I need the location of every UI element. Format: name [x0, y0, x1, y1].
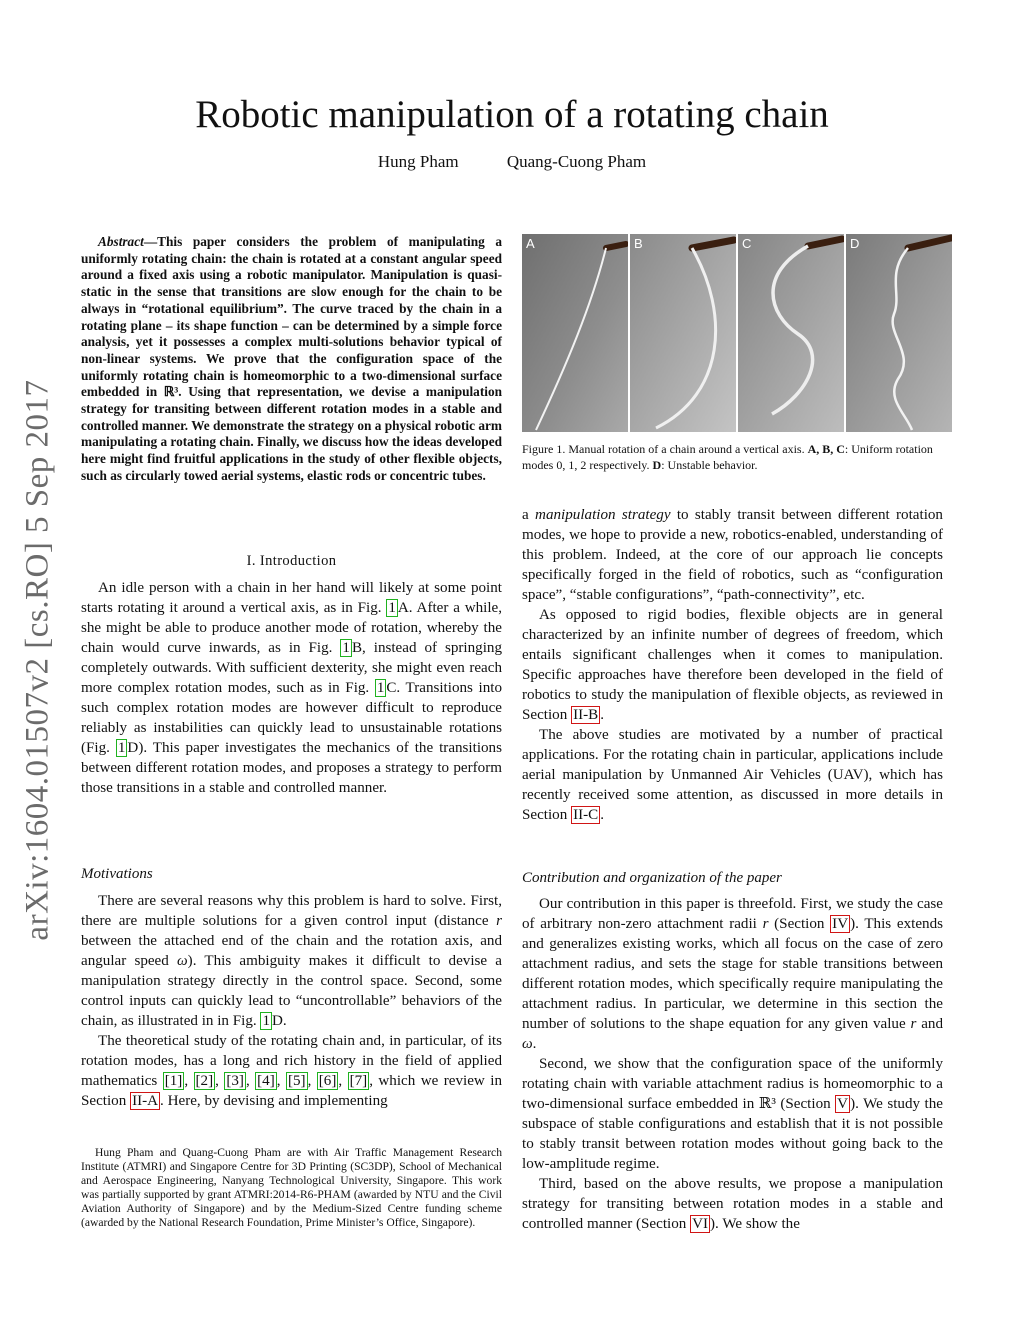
contribution-paragraph-2: Second, we show that the configuration space of the uniformly rotating chain with variable attachment radius is homeomorphic to a two-dimensional surface embedded in ℝ³ (Section V ). We study the subspace of stable configurations and establish that it is not possible to stably transit between rotation modes without going back to the low-amplitude regime. — [522, 1056, 943, 1172]
author-1: Hung Pham — [377, 152, 459, 171]
citation-link[interactable]: [7] — [349, 1073, 368, 1089]
paper-title: Robotic manipulation of a rotating chain — [195, 93, 829, 136]
citation-link[interactable]: [4] — [257, 1073, 275, 1089]
section-ref-link[interactable]: V — [837, 1096, 849, 1112]
figure-panel-d — [846, 234, 952, 432]
figure-1 — [522, 234, 953, 432]
section-ref-link[interactable]: VI — [692, 1216, 709, 1232]
intro-paragraph-1: An idle person with a chain in her hand will likely at some point starts rotating it around a vertical axis, as in Fig. 1 A. After a while, she might be able to produce another mode of rotation, whereby the chain would curve inwards, as in Fig. 1 B, instead of springing completely outwards. With sufficient dexterity, she might even reach more complex rotation modes, such as in Fig. 1 C. Transitions into such complex rotation modes are however difficult to reproduce reliably as instabilities can quickly lead to unsustainable rotations (Fig. 1 D). This paper investigates the mechanics of the transitions between different rotation modes, and proposes a strategy to perform those transitions in a stable and controlled manner. — [81, 580, 503, 796]
contribution-body — [522, 894, 943, 1234]
section-ref-link[interactable]: II-B — [573, 707, 599, 723]
figure-panel-a — [522, 234, 628, 432]
right-column-body — [522, 505, 943, 825]
section-ref-link[interactable]: IV — [832, 916, 849, 932]
citation-link[interactable]: [5] — [287, 1073, 306, 1089]
introduction-body — [81, 578, 502, 798]
subsection-heading-motivations: Motivations — [81, 866, 153, 882]
arxiv-identifier-text: arXiv:1604.01507v2 [cs.RO] 5 Sep 2017 — [19, 379, 56, 941]
abstract-dash: — — [143, 234, 158, 249]
section-ref-link[interactable]: II-C — [573, 807, 599, 823]
abstract-label: Abstract — [98, 234, 144, 249]
right-paragraph-3: The above studies are motivated by a number of practical applications. For the rotating chain in particular, applications include aerial manipulation by Unmanned Air Vehicles (UAV), which has recently received some attention, as discussed in more details in Section II-C . — [522, 727, 943, 823]
subsection-heading-contribution: Contribution and organization of the paper — [522, 870, 782, 886]
author-2: Quang-Cuong Pham — [506, 152, 647, 171]
motivations-body — [81, 891, 502, 1111]
section-heading-introduction: I. Introduction — [246, 553, 337, 569]
panel-label-c: C — [742, 236, 752, 251]
right-paragraph-2: As opposed to rigid bodies, flexible objects are in general characterized by an infinite number of degrees of freedom, which entails significant challenges when it comes to manipulation. Specific approaches have therefore been developed in the field of robotics to study the manipulation of flexible objects, as reviewed in Section II-B . — [522, 607, 943, 723]
panel-label-b: B — [634, 236, 643, 251]
abstract-text: This paper considers the problem of manipulating a uniformly rotating chain: the chain is rotated at a constant angular speed around a fixed axis using a robotic manipulator. Manipulation is quasi-static in the sense that transitions are slow enough for the chain to be always in “rotational equilibrium”. The curve traced by the chain in a rotating plane – its shape function – can be determined by a simple force analysis, yet it possesses a complex multi-solutions behavior typical of non-linear systems. We prove that the configuration space of the uniformly rotating chain is homeomorphic to a two-dimensional surface embedded in ℝ³. Using that representation, we devise a manipulation strategy for transiting between different rotation modes in a stable and controlled manner. We demonstrate the strategy on a physical robotic arm manipulating a rotating chain. Finally, we discuss how the ideas developed here might find fruitful applications in the study of other flexible objects, such as circularly towed aerial systems, elastic rods or concentric tubes. — [81, 234, 502, 483]
citation-link[interactable]: [3] — [226, 1073, 244, 1089]
figure-caption: Figure 1. Manual rotation of a chain around a vertical axis. A, B, C: Uniform rotation modes 0, 1, 2 respectively. D: Unstable behavior. — [522, 442, 933, 472]
fig-ref-link[interactable]: 1 — [262, 1013, 270, 1029]
panel-label-a: A — [526, 236, 535, 251]
footnote — [81, 1146, 502, 1230]
fig-ref-link[interactable]: 1 — [117, 740, 126, 756]
motivations-paragraph-2: The theoretical study of the rotating chain and, in particular, of its rotation modes, has a long and rich history in the field of applied mathematics [1] , [2] , [3] , [4] , [5] , [6] , [7] , which we review in Section II-A . Here, by devising and implementing — [81, 1033, 502, 1109]
fig-ref-link[interactable]: 1 — [342, 640, 350, 656]
citation-link[interactable]: [2] — [195, 1073, 214, 1089]
abstract — [81, 234, 502, 485]
footnote-text: Hung Pham and Quang-Cuong Pham are with Air Traffic Management Research Institute (ATMRI) and Singapore Centre for 3D Printing (SC3DP), School of Mechanical and Aerospace Engineering, Nanyang Technological University, Singapore. This work was partially supported by grant ATMRI:2014-R6-PHAM (awarded by NTU and the Civil Aviation Authority of Singapore) and by the Medium-Sized Centre funding scheme (awarded by the National Research Foundation, Prime Minister’s Office, Singapore). — [81, 1146, 502, 1229]
figure-panel-c — [738, 234, 844, 432]
figure-panel-b — [630, 234, 736, 432]
citation-link[interactable]: [6] — [318, 1073, 337, 1089]
arxiv-identifier — [18, 360, 58, 960]
section-ref-link[interactable]: II-A — [132, 1093, 159, 1109]
motivations-paragraph-1: There are several reasons why this problem is hard to solve. First, there are multiple solutions for a given control input (distance r between the attached end of the chain and the rotation axis, and angular speed ω). This ambiguity makes it difficult to devise a manipulation strategy directly in the control space. Second, some control inputs can quickly lead to “uncontrollable” behaviors of the chain, as illustrated in in Fig. 1 D. — [81, 893, 502, 1029]
fig-ref-link[interactable]: 1 — [388, 600, 396, 616]
citation-link[interactable]: [1] — [164, 1073, 183, 1089]
author-list — [0, 152, 1024, 172]
contribution-paragraph-3: Third, based on the above results, we propose a manipulation strategy for transiting between rotation modes in a stable and controlled manner (Section VI ). We show the — [522, 1176, 943, 1232]
fig-ref-link[interactable]: 1 — [376, 680, 385, 696]
contribution-paragraph-1: Our contribution in this paper is threefold. First, we study the case of arbitrary non-zero attachment radii r (Section IV ). This extends and generalizes existing works, which all focus on the case of zero attachment radius, and sets the stage for stable transitions between different rotation modes, which specifically require manipulating the attachment radius. In particular, we determine in this section the number of solutions to the shape equation for any given value r and ω. — [522, 896, 943, 1052]
right-paragraph-1: a manipulation strategy to stably transit between different rotation modes, we hope to provide a new, robotics-enabled, understanding of this problem. Indeed, at the core of our approach lie concepts specifically forged in the field of robotics, such as “configuration space”, “stable configurations”, “path-connectivity”, etc. — [522, 507, 943, 603]
panel-label-d: D — [850, 236, 860, 251]
